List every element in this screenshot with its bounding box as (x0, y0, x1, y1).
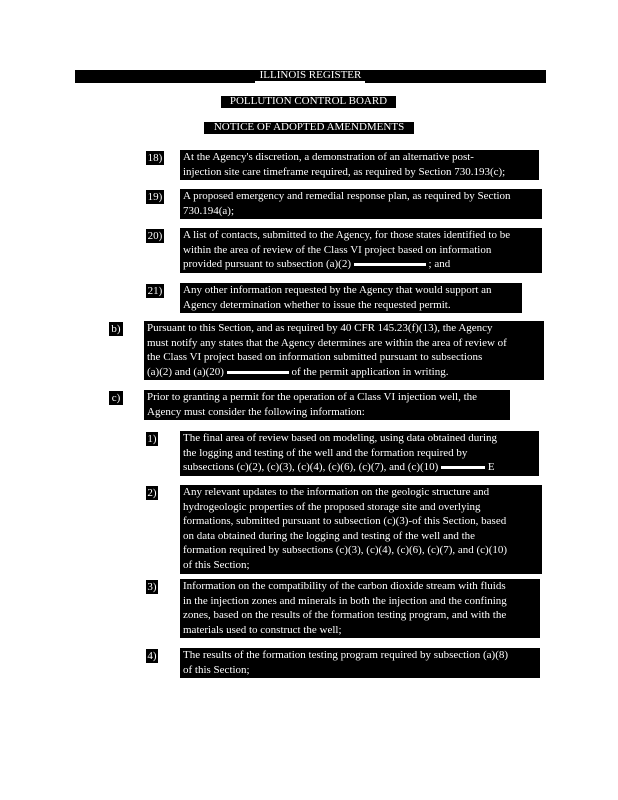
item-21-text (180, 283, 522, 313)
text-line: Any other information requested by the Agency that would support an (183, 284, 492, 296)
text-line: of this Section; (183, 663, 250, 676)
item-number: 2) (147, 487, 157, 499)
text-line: formations, submitted pursuant to subsection (c)(3)-of this Section, based (183, 515, 507, 528)
item-number: b) (109, 322, 123, 336)
text-line: Agency must consider the following information: (147, 405, 365, 418)
text-line: of this Section; (183, 559, 250, 571)
redaction-mark (441, 466, 485, 469)
text-line: Agency determination whether to issue the requested permit. (183, 298, 451, 311)
text-line: injection site care timeframe required, as required by Section 730.193(c); (183, 165, 506, 178)
text-line: in the injection zones and minerals in both the injection and the confining (183, 594, 507, 607)
item-2-text (180, 485, 542, 574)
text-line: 730.194(a); (183, 204, 235, 217)
text-line: Any relevant updates to the information on the geologic structure and (183, 486, 490, 498)
item-4-text (180, 648, 540, 678)
board-title: POLLUTION CONTROL BOARD (229, 95, 388, 107)
register-title: ILLINOIS REGISTER (259, 69, 362, 81)
text-line: hydrogeologic properties of the proposed storage site and overlying (183, 500, 481, 513)
item-18-text (180, 150, 539, 180)
text-line: materials used to construct the well; (183, 623, 342, 636)
item-number: 4) (147, 650, 157, 662)
text-line: must notify any states that the Agency determines are within the area of review of (147, 336, 507, 349)
item-number: 3) (147, 581, 157, 593)
text-line: Prior to granting a permit for the operation of a Class VI injection well, the (147, 391, 478, 403)
redaction-mark (227, 371, 289, 374)
text-line: A proposed emergency and remedial response plan, as required by Section (183, 190, 511, 202)
text-line: provided pursuant to subsection (a)(2) ; and (183, 258, 451, 271)
text-line: Information on the compatibility of the carbon dioxide stream with fluids (183, 580, 506, 592)
text-line: At the Agency's discretion, a demonstration of an alternative post- (183, 151, 474, 163)
notice-title: NOTICE OF ADOPTED AMENDMENTS (213, 121, 405, 133)
item-19-text (180, 189, 542, 219)
redaction-mark (354, 263, 426, 266)
text-line: formation required by subsections (c)(3), (c)(4), (c)(6), (c)(7), and (c)(10) (183, 544, 508, 557)
text-line: The final area of review based on modeling, using data obtained during (183, 432, 498, 444)
item-number: 20) (147, 230, 163, 242)
item-20-text (180, 228, 542, 273)
register-header-bar (75, 70, 546, 81)
header-rule-left (75, 81, 255, 83)
text-line: The results of the formation testing program required by subsection (a)(8) (183, 649, 509, 661)
item-number: c) (109, 391, 123, 405)
item-c-text (144, 390, 510, 420)
header-rule-right (365, 81, 546, 83)
text-line: the Class VI project based on information submitted pursuant to subsections (147, 351, 483, 364)
item-number: 1) (147, 433, 157, 445)
item-b-text (144, 321, 544, 380)
item-number: 21) (147, 285, 163, 297)
text-line: on data obtained during the logging and testing of the well and the (183, 529, 476, 542)
item-1-text (180, 431, 539, 476)
board-title-bar (221, 96, 396, 108)
text-line: subsections (c)(2), (c)(3), (c)(4), (c)(6), (c)(7), and (c)(10) E (183, 461, 495, 474)
text-line: the logging and testing of the well and the formation required by (183, 446, 468, 459)
text-line: Pursuant to this Section, and as required by 40 CFR 145.23(f)(13), the Agency (147, 322, 493, 334)
item-number: 18) (147, 152, 163, 164)
item-3-text (180, 579, 540, 638)
text-line: within the area of review of the Class VI project based on information (183, 243, 492, 256)
text-line: zones, based on the results of the formation testing program, and with the (183, 609, 507, 622)
text-line: (a)(2) and (a)(20) of the permit application in writing. (147, 365, 449, 378)
notice-title-bar (204, 122, 414, 134)
item-number: 19) (147, 191, 163, 203)
text-line: A list of contacts, submitted to the Agency, for those states identified to be (183, 229, 511, 241)
